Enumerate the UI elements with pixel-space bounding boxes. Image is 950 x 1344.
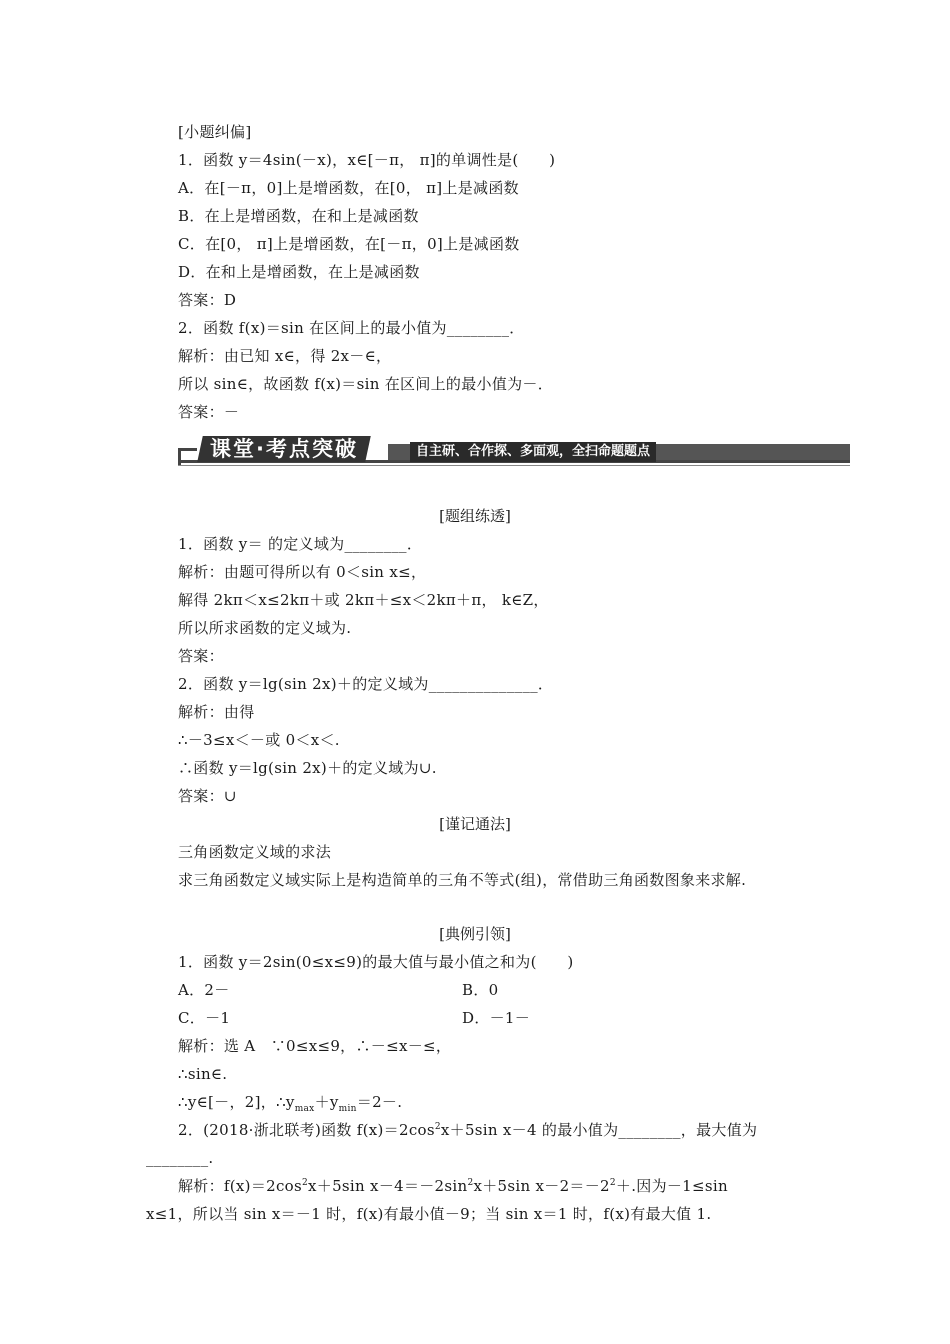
example-question-2-blank: ________. bbox=[146, 1149, 214, 1167]
method-text: 求三角函数定义域实际上是构造简单的三角不等式(组)，常借助三角函数图象来求解. bbox=[178, 871, 747, 889]
banner-subtitle: 自主研、合作探、多面观，全扫命题题点 bbox=[410, 442, 656, 462]
option-c: C．在[0， π]上是增函数，在[－π，0]上是减函数 bbox=[178, 235, 520, 253]
option-b: B．在上是增函数，在和上是减函数 bbox=[178, 207, 419, 225]
solution-line: 解析：选 A ∵0≤x≤9，∴－≤x－≤， bbox=[178, 1037, 452, 1055]
solution-line: 所以所求函数的定义域为. bbox=[178, 619, 352, 637]
question-2: 2．函数 f(x)＝sin 在区间上的最小值为________． bbox=[178, 319, 525, 337]
section-heading-examples: [典例引领] bbox=[439, 925, 511, 943]
solution-line: x≤1，所以当 sin x＝－1 时，f(x)有最小值－9；当 sin x＝1 时，f(x)有最大值 1. bbox=[146, 1205, 712, 1223]
practice-answer-1: 答案： bbox=[178, 647, 224, 665]
option-d: D．在和上是增函数，在上是减函数 bbox=[178, 263, 420, 281]
solution-line: 解析：$f(x)=2\cos^2x+5\sin$ $x-4=-2\sin^2x+5\sin$ $x-2=-2^2+$.因为－1≤sin bbox=[178, 1177, 728, 1195]
practice-question-1: 1．函数 y＝ 的定义域为________． bbox=[178, 535, 423, 553]
solution-line: 解析：由题可得所以有 0＜sin x≤， bbox=[178, 563, 427, 581]
solution-line: ∴sin∈. bbox=[178, 1065, 228, 1083]
option-a: A．2－ bbox=[178, 981, 230, 999]
answer-2: 答案：－ bbox=[178, 403, 240, 421]
banner-title-box bbox=[197, 436, 371, 462]
answer-1: 答案：D bbox=[178, 291, 237, 309]
option-c: C．－1 bbox=[178, 1009, 231, 1027]
banner-rule-thin bbox=[178, 465, 850, 466]
example-question-2: 2．(2018·浙北联考)函数 $f(x)=2\cos^2x+5\sin$ x－4 的最小值为________，最大值为 bbox=[178, 1121, 758, 1139]
method-title: 三角函数定义域的求法 bbox=[178, 843, 332, 861]
practice-answer-2: 答案：∪ bbox=[178, 787, 237, 805]
option-d: D．－1－ bbox=[462, 1009, 531, 1027]
solution-line: 解得 2kπ＜x≤2kπ＋或 2kπ＋≤x＜2kπ＋π， k∈Z， bbox=[178, 591, 549, 609]
solution-line: 所以 sin∈，故函数 f(x)＝sin 在区间上的最小值为－． bbox=[178, 375, 554, 393]
solution-line: 解析：由得 bbox=[178, 703, 255, 721]
question-1: 1．函数 y＝4sin(－x)，x∈[－π， π]的单调性是( ) bbox=[178, 151, 556, 169]
section-heading-method: [谨记通法] bbox=[439, 815, 511, 833]
solution-line-max-min: ∴y∈[－，2]，$\therefore y_{max}+y_{min}=2-$. bbox=[178, 1093, 403, 1114]
section-banner bbox=[178, 436, 850, 466]
section-heading-small-problems: [小题纠偏] bbox=[178, 123, 252, 141]
practice-question-2: 2．函数 y＝lg(sin 2x)＋的定义域为______________． bbox=[178, 675, 554, 693]
solution-line: ∴－3≤x＜－或 0＜x＜. bbox=[178, 731, 340, 749]
solution-line: 解析：由已知 x∈，得 2x－∈， bbox=[178, 347, 392, 365]
option-b: B．0 bbox=[462, 981, 499, 999]
example-question-1: 1．函数 y＝2sin(0≤x≤9)的最大值与最小值之和为( ) bbox=[178, 953, 574, 971]
section-heading-practice: [题组练透] bbox=[439, 507, 511, 525]
solution-line: ∴函数 y＝lg(sin 2x)＋的定义域为∪. bbox=[178, 759, 437, 777]
option-a: A．在[－π，0]上是增函数，在[0， π]上是减函数 bbox=[178, 179, 519, 197]
banner-title: 课堂·考点突破 bbox=[210, 437, 358, 461]
